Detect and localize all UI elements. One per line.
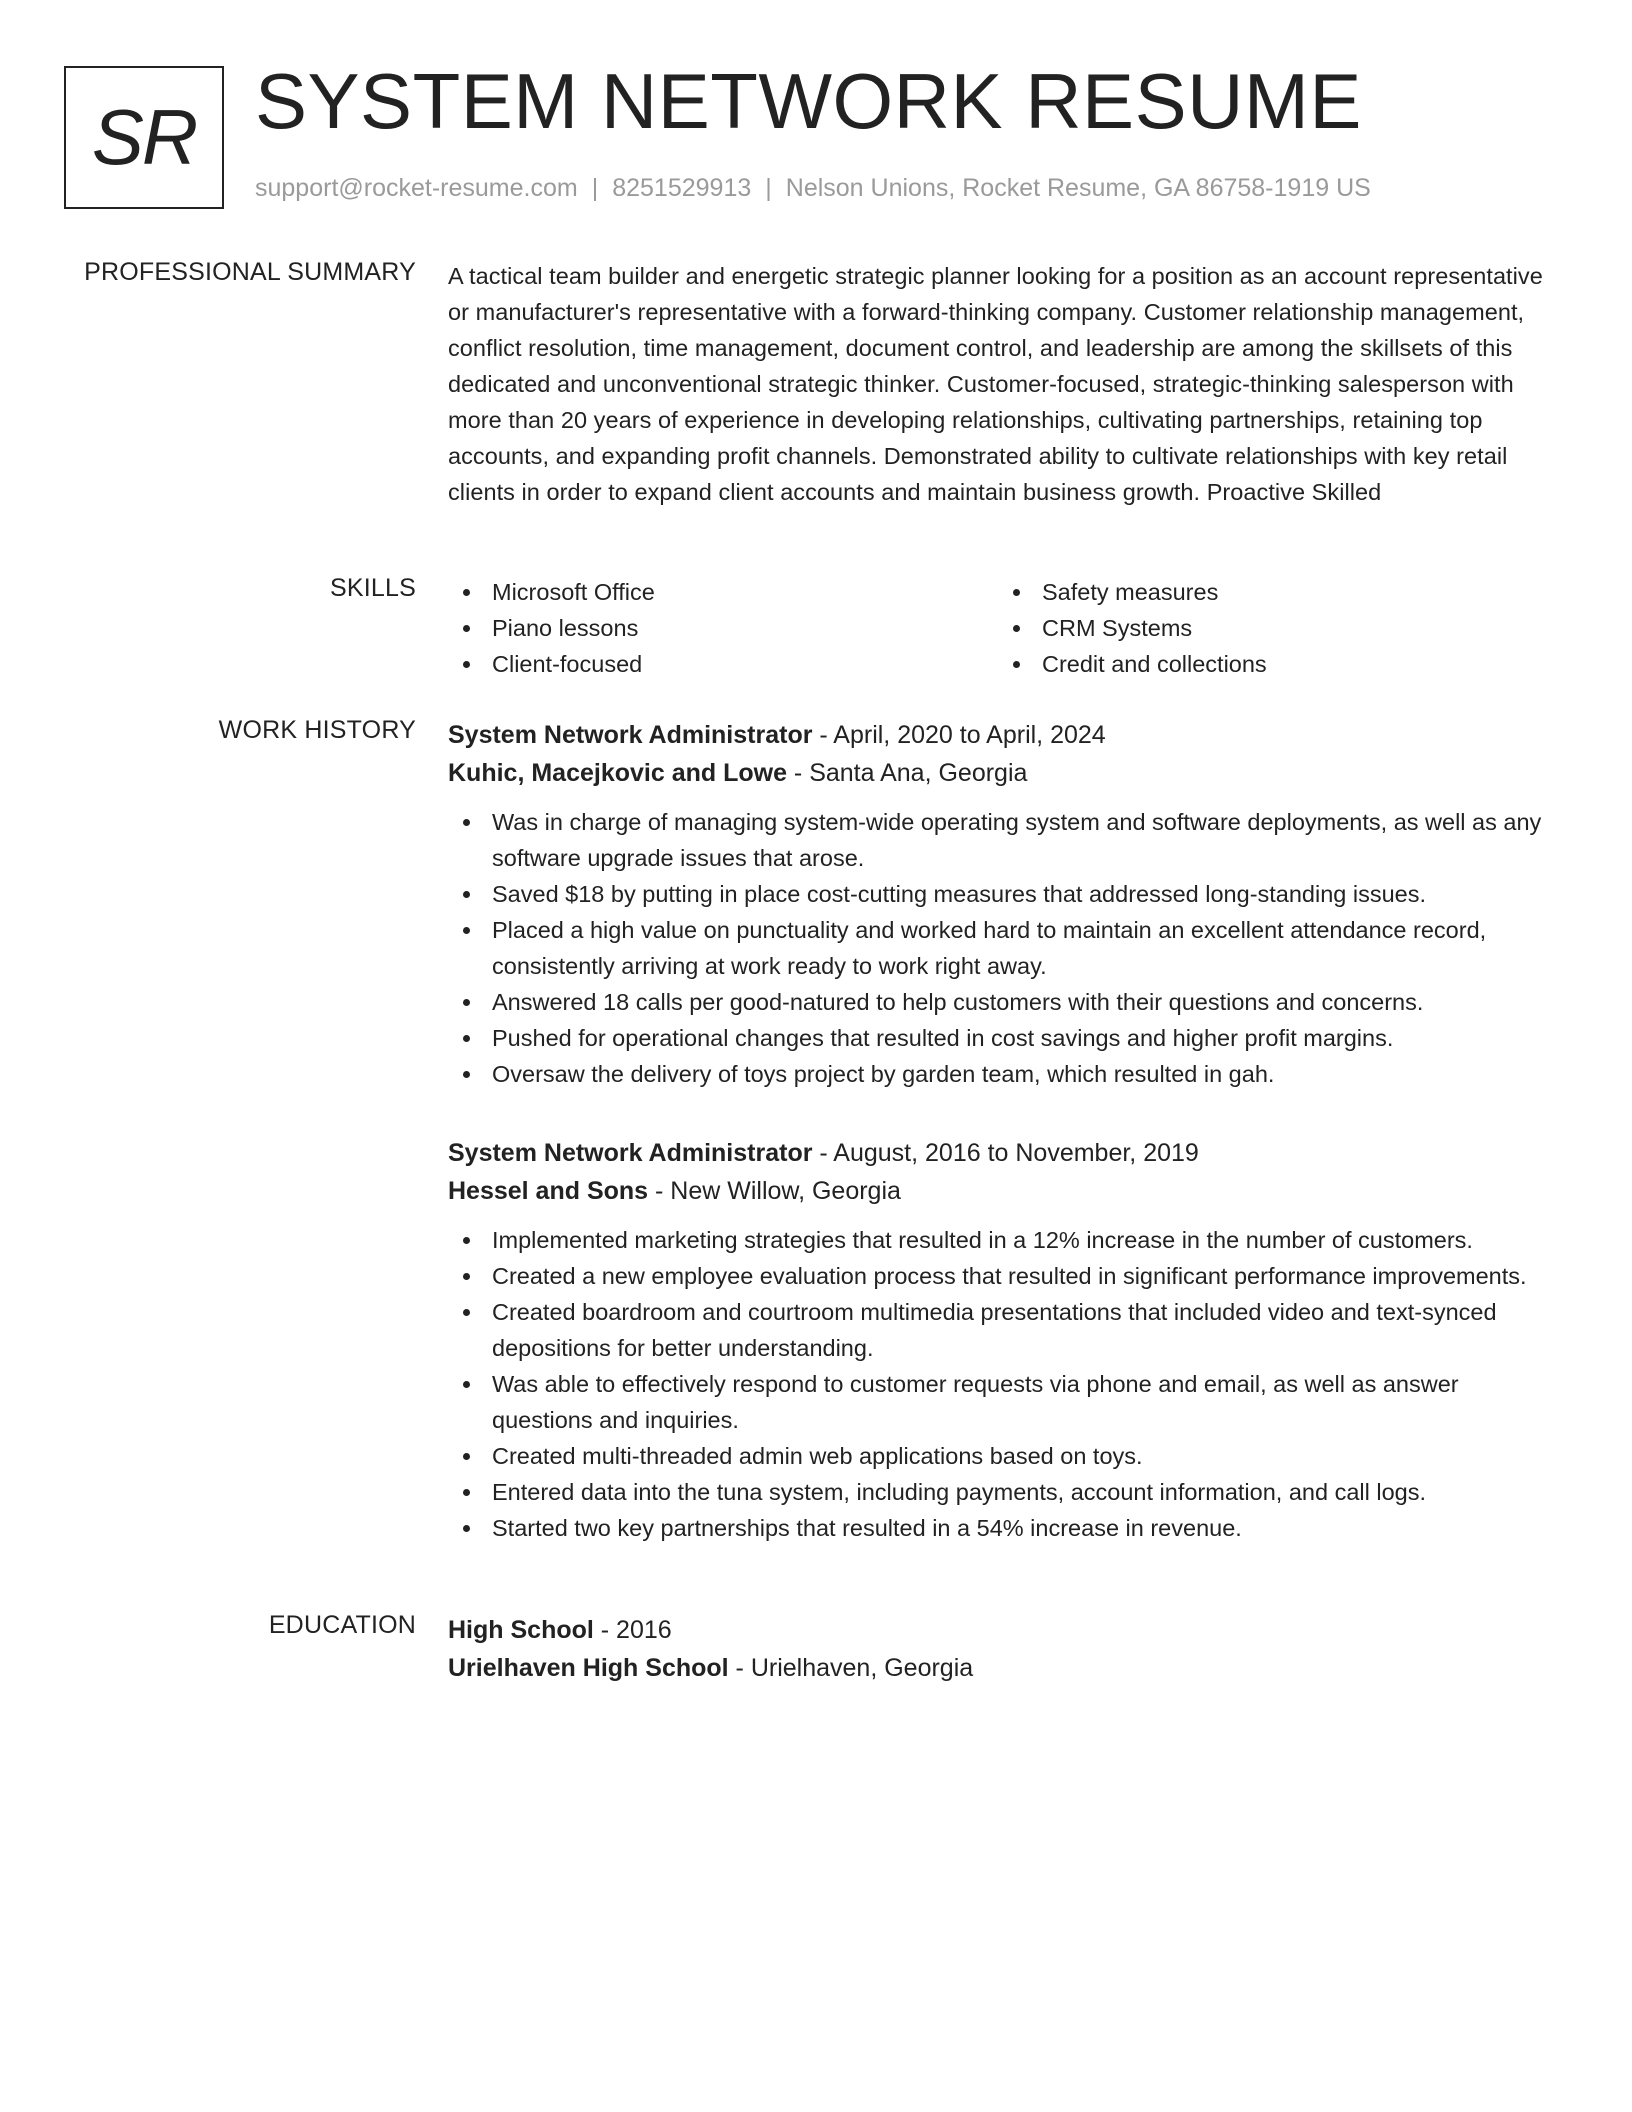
- job-bullet: Created a new employee evaluation process that resulted in significant performance improvements.: [448, 1258, 1564, 1294]
- skill-item: Piano lessons: [448, 610, 998, 646]
- job-bullet: Created multi-threaded admin web applications based on toys.: [448, 1438, 1564, 1474]
- contact-line: [255, 174, 1371, 203]
- job-bullet: Was in charge of managing system-wide operating system and software deployments, as well as any software upgrade issues that arose.: [448, 804, 1564, 876]
- job-title: System Network Administrator: [448, 1139, 813, 1167]
- job-responsibilities: [448, 804, 1564, 1092]
- job-bullet: Saved $18 by putting in place cost-cutting measures that addressed long-standing issues.: [448, 876, 1564, 912]
- contact-phone: 8251529913: [612, 174, 752, 202]
- job-bullet: Started two key partnerships that resulted in a 54% increase in revenue.: [448, 1510, 1564, 1546]
- education-school: Urielhaven High School: [448, 1654, 729, 1682]
- job-bullet: Placed a high value on punctuality and worked hard to maintain an excellent attendance record, consistently arriving at work ready to work right away.: [448, 912, 1564, 984]
- contact-email: support@rocket-resume.com: [255, 174, 578, 202]
- contact-separator: |: [591, 174, 599, 202]
- education-degree-line: [448, 1611, 1564, 1649]
- job-bullet: Answered 18 calls per good-natured to help customers with their questions and concerns.: [448, 984, 1564, 1020]
- job-bullet: Created boardroom and courtroom multimedia presentations that included video and text-synced depositions for better understanding.: [448, 1294, 1564, 1366]
- job-company: Kuhic, Macejkovic and Lowe: [448, 759, 787, 787]
- job-responsibilities: [448, 1222, 1564, 1546]
- job-dates: - August, 2016 to November, 2019: [812, 1139, 1199, 1167]
- skill-item: CRM Systems: [998, 610, 1548, 646]
- skills-column-left: [448, 574, 998, 682]
- education-heading: EDUCATION: [268, 1611, 416, 1639]
- job-dates: - April, 2020 to April, 2024: [812, 721, 1106, 749]
- monogram: [64, 66, 224, 209]
- education-degree: High School: [448, 1616, 594, 1644]
- job-title-line: [448, 716, 1564, 754]
- skill-item: Credit and collections: [998, 646, 1548, 682]
- job-title: System Network Administrator: [448, 721, 813, 749]
- job-location: - Santa Ana, Georgia: [786, 759, 1028, 787]
- education-location: - Urielhaven, Georgia: [728, 1654, 974, 1682]
- work-history-body: [448, 716, 1564, 1588]
- resume-title: SYSTEM NETWORK RESUME: [255, 57, 1362, 145]
- summary-text: A tactical team builder and energetic strategic planner looking for a position as an account representative or manufacturer's representative with a forward-thinking company. Customer relationship management, conflict resolution, time management, document control, and leadership are among the skillsets of this dedicated and unconventional strategic thinker. Customer-focused, strategic-thinking salesperson with more than 20 years of experience in developing relationships, cultivating partnerships, retaining top accounts, and expanding profit channels. Demonstrated ability to cultivate relationships with key retail clients in order to expand client accounts and maintain business growth. Proactive Skilled: [448, 263, 1543, 505]
- job-title-line: [448, 1134, 1564, 1172]
- skill-item: Safety measures: [998, 574, 1548, 610]
- job-bullet: Oversaw the delivery of toys project by garden team, which resulted in gah.: [448, 1056, 1564, 1092]
- monogram-text: SR: [91, 93, 197, 181]
- job-company: Hessel and Sons: [448, 1177, 649, 1205]
- job-bullet: Pushed for operational changes that resulted in cost savings and higher profit margins.: [448, 1020, 1564, 1056]
- education-year: - 2016: [593, 1616, 672, 1644]
- contact-address: Nelson Unions, Rocket Resume, GA 86758-1919 US: [785, 174, 1371, 202]
- job-bullet: Implemented marketing strategies that resulted in a 12% increase in the number of customers.: [448, 1222, 1564, 1258]
- job-bullet: Entered data into the tuna system, including payments, account information, and call logs.: [448, 1474, 1564, 1510]
- job-location: - New Willow, Georgia: [648, 1177, 901, 1205]
- skill-item: Microsoft Office: [448, 574, 998, 610]
- work-history-heading: WORK HISTORY: [218, 716, 416, 744]
- skills-heading: SKILLS: [330, 574, 416, 602]
- summary-heading: PROFESSIONAL SUMMARY: [84, 258, 416, 286]
- job-company-line: [448, 754, 1564, 792]
- skill-item: Client-focused: [448, 646, 998, 682]
- education-school-line: [448, 1649, 1564, 1687]
- skills-column-right: [998, 574, 1548, 682]
- job-entry: [448, 1134, 1564, 1546]
- job-company-line: [448, 1172, 1564, 1210]
- contact-separator: |: [765, 174, 772, 202]
- job-bullet: Was able to effectively respond to customer requests via phone and email, as well as answer questions and inquiries.: [448, 1366, 1564, 1438]
- job-entry: [448, 716, 1564, 1092]
- education-body: [448, 1611, 1564, 1687]
- skills-list: [448, 574, 1564, 682]
